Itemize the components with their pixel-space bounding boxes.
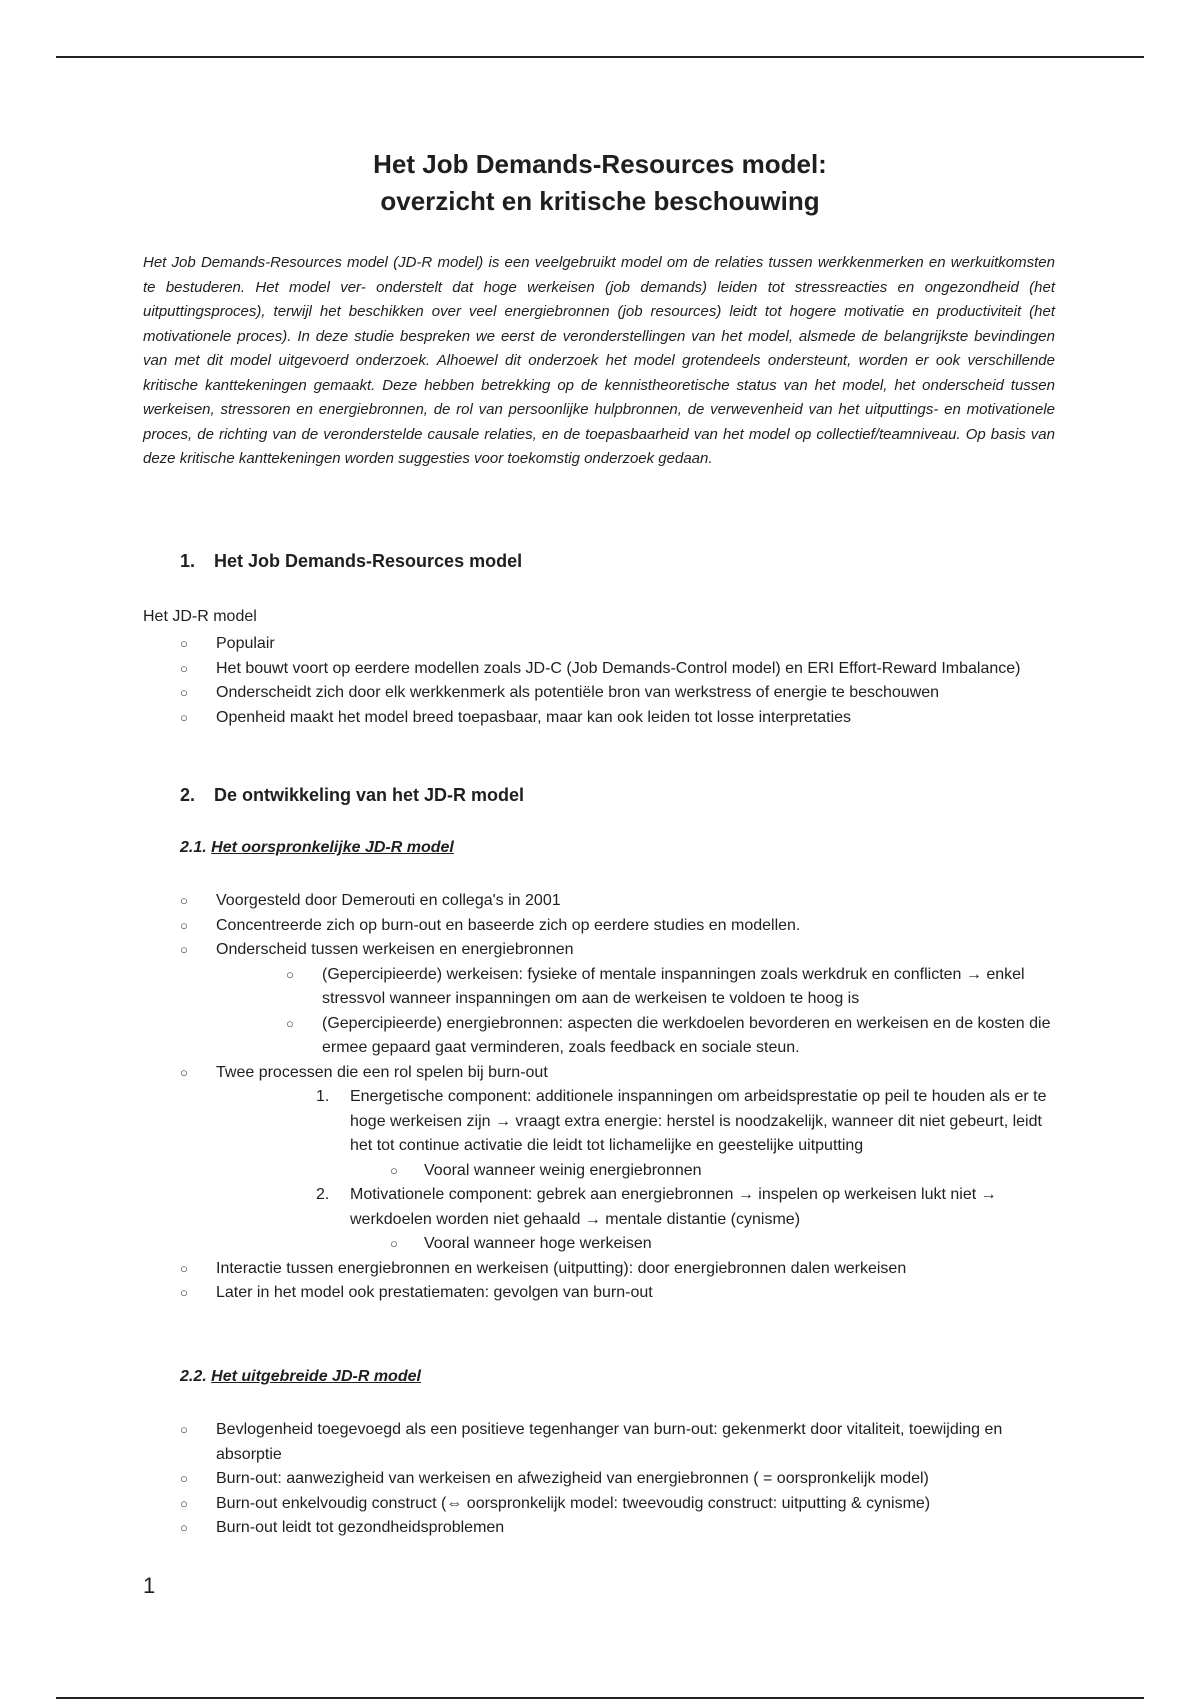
bullet-icon: ○ <box>180 917 188 933</box>
section-1-number: 1. <box>180 551 196 571</box>
abstract: Het Job Demands-Resources model (JD-R model) is een veelgebruikt model om de relaties tussen werkkenmerken en werkuitkomsten te bestuderen. Het model ver- onderstelt dat hoge werkeisen (job demands) leiden tot stressreacties en ongezondheid (het uitputtingsproces), terwijl het beschikken over veel energiebronnen (job resources) leidt tot hogere motivatie en productiviteit (het motivationele proces). In deze studie bespreken we eerst de veronderstellingen van het model, alsmede de belangrijkste bevindingen van met dit model uitgevoerd onderzoek. Alhoewel dit onderzoek het model grotendeels ondersteunt, worden er ook verschillende kritische kanttekeningen gemaakt. Deze hebben betrekking op de kennistheoretische status van het model, het onderscheid tussen werkeisen, stressoren en energiebronnen, de rol van persoonlijke hulpbronnen, de verwevenheid van het uitputtings- en motivationele proces, de richting van de veronderstelde causale relaties, en de toepasbaarheid van het model op collectief/teamniveau. Op basis van deze kritische kanttekeningen worden suggesties voor toekomstig onderzoek gedaan. <box>143 254 1055 467</box>
list-item: ○ Burn-out enkelvoudig construct (⇔ oorspronkelijk model: tweevoudig construct: uitputting & cynisme) <box>180 1492 1060 1517</box>
list-item: ○ Twee processen die een rol spelen bij burn-out 1. Energetische component: additionele inspanningen om arbeidsprestatie op peil te houden als er te hoge werkeisen zijn → vraagt extra energie: herstel is noodzakelijk, wanneer dit niet gebeurt, leidt het tot continue activatie die leidt tot lichamelijke en geestelijke uitputting ○ Vooral wanneer weinig energiebronnen 2. Motivationele component: gebrek aan energiebronnen → inspelen op werkeisen lukt niet → werkdoelen worden niet gehaald → mentale distantie (cynisme) ○ Vooral wanneer hoge werkeisen <box>180 1061 1060 1257</box>
section-2-2-title: Het uitgebreide JD-R model <box>211 1368 421 1385</box>
section-2-heading <box>180 785 524 806</box>
bullet-icon: ○ <box>286 966 294 982</box>
section-2-1-heading <box>180 839 454 857</box>
section-1-heading <box>180 551 522 572</box>
sub-bullet-list <box>216 963 1060 1061</box>
page-number: 1 <box>143 1573 156 1598</box>
list-item: 1. Energetische component: additionele inspanningen om arbeidsprestatie op peil te houden als er te hoge werkeisen zijn → vraagt extra energie: herstel is noodzakelijk, wanneer dit niet gebeurt, leidt het tot continue activatie die leidt tot lichamelijke en geestelijke uitputting ○ Vooral wanneer weinig energiebronnen <box>316 1085 1060 1183</box>
list-item: ○ Populair <box>180 632 1060 657</box>
list-item: ○ (Gepercipieerde) energiebronnen: aspecten die werkdoelen bevorderen en werkeisen en de kosten die ermee gepaard gaat verminderen, zoals feedback en sociale steun. <box>286 1012 1060 1061</box>
bullet-icon: ○ <box>180 685 188 700</box>
list-item: ○ Onderscheidt zich door elk werkkenmerk als potentiële bron van werkstress of energie te beschouwen <box>180 681 1060 706</box>
bullet-icon: ○ <box>180 636 188 651</box>
list-item: ○ Burn-out leidt tot gezondheidsproblemen <box>180 1516 1060 1541</box>
bullet-icon: ○ <box>180 893 188 908</box>
list-item: ○ Burn-out: aanwezigheid van werkeisen en afwezigheid van energiebronnen ( = oorspronkelijk model) <box>180 1467 1060 1492</box>
bullet-icon: ○ <box>180 709 188 725</box>
section-1-intro: Het JD-R model <box>143 608 257 625</box>
bullet-icon: ○ <box>180 660 188 676</box>
list-item: 2. Motivationele component: gebrek aan energiebronnen → inspelen op werkeisen lukt niet → werkdoelen worden niet gehaald → mentale distantie (cynisme) ○ Vooral wanneer hoge werkeisen <box>316 1183 1060 1257</box>
bullet-icon: ○ <box>180 1064 188 1080</box>
bullet-icon: ○ <box>390 1236 398 1251</box>
bullet-icon: ○ <box>180 1285 188 1300</box>
bullet-icon: ○ <box>180 1471 188 1486</box>
section-2-number: 2. <box>180 785 196 805</box>
sub-bullet-list <box>350 1159 1060 1184</box>
footer-rule <box>56 1697 1144 1699</box>
list-item: ○ Voorgesteld door Demerouti en collega's in 2001 <box>180 889 1060 914</box>
bullet-icon: ○ <box>180 1422 188 1437</box>
bullet-icon: ○ <box>390 1162 398 1178</box>
bullet-icon: ○ <box>180 1520 188 1535</box>
bullet-icon: ○ <box>180 1495 188 1511</box>
list-item: ○ Concentreerde zich op burn-out en baseerde zich op eerdere studies en modellen. <box>180 914 1060 939</box>
section-2-2-number: 2.2. <box>180 1368 207 1385</box>
bullet-icon: ○ <box>180 942 188 957</box>
list-item: ○ Later in het model ook prestatiematen: gevolgen van burn-out <box>180 1281 1060 1306</box>
numbered-list <box>216 1085 1060 1257</box>
list-item: ○ Interactie tussen energiebronnen en werkeisen (uitputting): door energiebronnen dalen werkeisen <box>180 1257 1060 1282</box>
section-2-1-bullet-list <box>180 889 1060 1306</box>
list-item: ○ Onderscheid tussen werkeisen en energiebronnen ○ (Gepercipieerde) werkeisen: fysieke of mentale inspanningen zoals werkdruk en conflicten → enkel stressvol wanneer inspanningen om aan de werkeisen te voldoen te hoog is ○ (Gepercipieerde) energiebronnen: aspecten die werkdoelen bevorderen en werkeisen en de kosten die ermee gepaard gaat verminderen, zoals feedback en sociale steun. <box>180 938 1060 1061</box>
list-item: ○ Bevlogenheid toegevoegd als een positieve tegenhanger van burn-out: gekenmerkt door vitaliteit, toewijding en absorptie <box>180 1418 1060 1467</box>
document-title <box>0 146 1200 220</box>
title-line-2: overzicht en kritische beschouwing <box>380 186 820 216</box>
section-2-1-title: Het oorspronkelijke JD-R model <box>211 839 454 856</box>
sub-bullet-list <box>350 1232 1060 1257</box>
section-2-2-bullet-list <box>180 1418 1060 1541</box>
list-item: ○ Vooral wanneer hoge werkeisen <box>390 1232 1060 1257</box>
bullet-icon: ○ <box>286 1015 294 1031</box>
header-rule <box>56 56 1144 58</box>
list-item: ○ (Gepercipieerde) werkeisen: fysieke of mentale inspanningen zoals werkdruk en conflicten → enkel stressvol wanneer inspanningen om aan de werkeisen te voldoen te hoog is <box>286 963 1060 1012</box>
section-2-1-number: 2.1. <box>180 839 207 856</box>
bullet-icon: ○ <box>180 1260 188 1276</box>
list-item: ○ Vooral wanneer weinig energiebronnen <box>390 1159 1060 1184</box>
section-1-title: Het Job Demands-Resources model <box>214 551 523 571</box>
section-1-bullet-list <box>180 632 1060 730</box>
list-item: ○ Openheid maakt het model breed toepasbaar, maar kan ook leiden tot losse interpretaties <box>180 706 1060 731</box>
section-2-title: De ontwikkeling van het JD-R model <box>214 785 525 805</box>
list-item: ○ Het bouwt voort op eerdere modellen zoals JD-C (Job Demands-Control model) en ERI Effort-Reward Imbalance) <box>180 657 1060 682</box>
section-2-2-heading <box>180 1368 421 1386</box>
title-line-1: Het Job Demands-Resources model: <box>373 149 827 179</box>
